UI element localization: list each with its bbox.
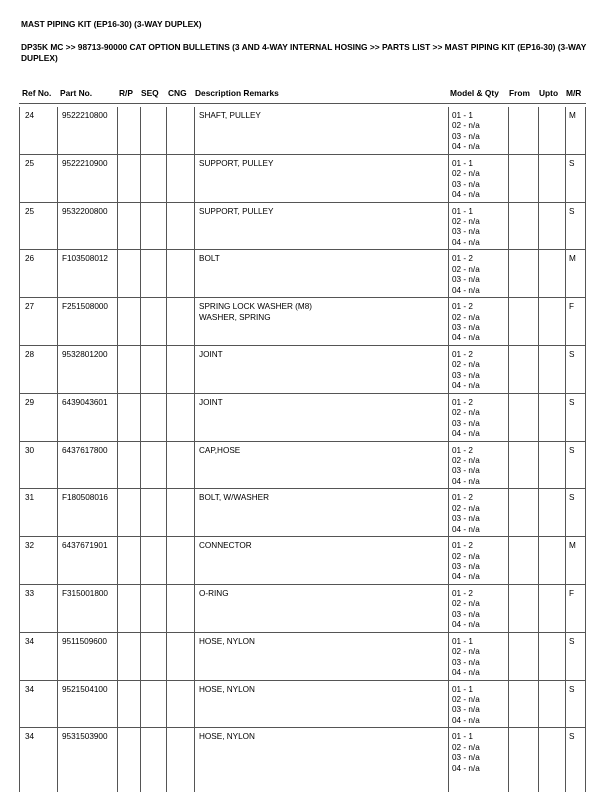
column-header-rp: R/P xyxy=(119,88,133,98)
qty-line: 04 - n/a xyxy=(452,763,480,773)
qty-line: 01 - 2 xyxy=(452,493,473,503)
qty-line: 01 - 2 xyxy=(452,254,473,264)
model-qty-cell xyxy=(452,254,480,296)
part-no-cell: 9522210900 xyxy=(62,158,108,168)
table-row xyxy=(0,298,612,345)
description-cell xyxy=(199,159,273,169)
qty-line: 02 - n/a xyxy=(452,121,480,131)
mr-cell: S xyxy=(569,684,575,694)
qty-line: 04 - n/a xyxy=(452,429,480,438)
qty-line: 03 - n/a xyxy=(452,418,480,428)
qty-line: 04 - n/a xyxy=(452,285,480,295)
qty-line: 04 - n/a xyxy=(452,620,480,630)
column-header-cng: CNG xyxy=(168,88,187,98)
qty-line: 03 - n/a xyxy=(452,466,480,476)
qty-line: 04 - n/a xyxy=(452,524,480,534)
model-qty-cell xyxy=(452,493,480,535)
description-cell xyxy=(199,207,273,217)
ref-no-cell: 31 xyxy=(25,493,35,503)
column-header-seq: SEQ xyxy=(141,88,159,98)
table-row xyxy=(0,537,612,584)
mr-cell: S xyxy=(569,397,575,407)
table-row xyxy=(0,442,612,489)
description-line: SPRING LOCK WASHER (M8) xyxy=(199,302,312,312)
description-line: SHAFT, PULLEY xyxy=(199,111,261,120)
qty-line: 03 - n/a xyxy=(452,753,480,763)
parts-table xyxy=(0,107,612,775)
column-header-description: Description Remarks xyxy=(195,88,279,98)
qty-line: 04 - n/a xyxy=(452,476,480,486)
table-row xyxy=(0,250,612,297)
column-header-ref-no: Ref No. xyxy=(22,88,52,98)
table-row xyxy=(0,346,612,393)
table-row xyxy=(0,633,612,680)
qty-line: 01 - 1 xyxy=(452,206,473,216)
mr-cell: S xyxy=(569,206,575,216)
part-no-cell: F103508012 xyxy=(62,254,108,264)
model-qty-cell xyxy=(452,541,480,583)
description-line: O-RING xyxy=(199,588,229,598)
mr-cell: F xyxy=(569,588,575,598)
table-row xyxy=(0,585,612,632)
description-cell xyxy=(199,111,261,121)
qty-line: 03 - n/a xyxy=(452,705,480,715)
qty-line: 03 - n/a xyxy=(452,227,480,237)
qty-line: 02 - n/a xyxy=(452,217,480,226)
qty-line: 01 - 1 xyxy=(452,111,473,120)
part-no-cell: 9511509600 xyxy=(62,636,107,646)
ref-no-cell: 28 xyxy=(25,349,35,359)
qty-line: 04 - n/a xyxy=(452,667,480,677)
description-line: CAP,HOSE xyxy=(199,445,241,455)
qty-line: 04 - n/a xyxy=(452,381,480,391)
table-row xyxy=(0,203,612,250)
part-no-cell: 6439043601 xyxy=(62,397,108,407)
column-header-mr: M/R xyxy=(566,88,582,98)
qty-line: 01 - 2 xyxy=(452,349,473,359)
part-no-cell: 9531503900 xyxy=(62,732,108,742)
description-cell xyxy=(199,254,220,264)
table-row xyxy=(0,107,612,154)
description-cell xyxy=(199,302,312,323)
column-header-upto: Upto xyxy=(539,88,559,98)
description-cell xyxy=(199,685,255,695)
description-cell xyxy=(199,493,269,503)
qty-line: 03 - n/a xyxy=(452,609,480,619)
qty-line: 04 - n/a xyxy=(452,715,480,725)
qty-line: 02 - n/a xyxy=(452,169,480,179)
qty-line: 02 - n/a xyxy=(452,647,480,657)
qty-line: 03 - n/a xyxy=(452,514,480,524)
ref-no-cell: 24 xyxy=(25,111,35,120)
model-qty-cell xyxy=(452,732,480,774)
qty-line: 04 - n/a xyxy=(452,333,480,343)
part-no-cell: F315001800 xyxy=(62,588,108,598)
description-line: BOLT, W/WASHER xyxy=(199,493,270,503)
description-line: HOSE, NYLON xyxy=(199,684,255,694)
mr-cell: S xyxy=(569,445,575,455)
qty-line: 02 - n/a xyxy=(452,455,480,465)
ref-no-cell: 27 xyxy=(25,302,35,312)
qty-line: 02 - n/a xyxy=(452,599,480,609)
qty-line: 02 - n/a xyxy=(452,551,480,561)
ref-no-cell: 34 xyxy=(25,684,35,694)
description-line: HOSE, NYLON xyxy=(199,732,255,742)
qty-line: 02 - n/a xyxy=(452,408,480,418)
qty-line: 01 - 1 xyxy=(452,158,473,168)
description-line: WASHER, SPRING xyxy=(199,312,271,322)
qty-line: 03 - n/a xyxy=(452,561,480,571)
qty-line: 04 - n/a xyxy=(452,237,480,247)
description-cell xyxy=(199,350,223,360)
qty-line: 03 - n/a xyxy=(452,657,480,667)
table-row xyxy=(0,489,612,536)
description-cell xyxy=(199,637,255,647)
model-qty-cell xyxy=(452,302,480,344)
breadcrumb: DP35K MC >> 98713-90000 CAT OPTION BULLETINS (3 AND 4-WAY INTERNAL HOSING >> PARTS LIST >> MAST PIPING KIT (EP16-30) (3-WAY DUPLEX) xyxy=(21,42,587,63)
ref-no-cell: 30 xyxy=(25,445,35,455)
qty-line: 03 - n/a xyxy=(452,370,480,380)
mr-cell: S xyxy=(569,493,575,503)
ref-no-cell: 29 xyxy=(25,397,35,407)
table-row xyxy=(0,155,612,202)
qty-line: 03 - n/a xyxy=(452,275,480,285)
mr-cell: M xyxy=(569,254,576,264)
part-no-cell: F251508000 xyxy=(62,302,108,312)
table-header xyxy=(0,88,612,100)
model-qty-cell xyxy=(452,398,480,440)
part-no-cell: 9532801200 xyxy=(62,349,108,359)
model-qty-cell xyxy=(452,637,480,679)
description-line: BOLT xyxy=(199,254,220,264)
model-qty-cell xyxy=(452,685,480,727)
qty-line: 04 - n/a xyxy=(452,142,480,152)
qty-line: 02 - n/a xyxy=(452,694,480,704)
column-header-from: From xyxy=(509,88,530,98)
description-line: JOINT xyxy=(199,349,223,359)
qty-line: 04 - n/a xyxy=(452,572,480,582)
ref-no-cell: 34 xyxy=(25,636,35,646)
table-row xyxy=(0,681,612,728)
table-row xyxy=(0,394,612,441)
model-qty-cell xyxy=(452,207,480,249)
qty-line: 01 - 2 xyxy=(452,588,473,598)
qty-line: 03 - n/a xyxy=(452,131,480,141)
page-title: MAST PIPING KIT (EP16-30) (3-WAY DUPLEX) xyxy=(21,19,202,29)
description-line: SUPPORT, PULLEY xyxy=(199,206,274,216)
mr-cell: M xyxy=(569,111,576,120)
description-line: JOINT xyxy=(199,397,223,407)
mr-cell: S xyxy=(569,636,575,646)
part-no-cell: 9522210800 xyxy=(62,111,108,120)
qty-line: 01 - 1 xyxy=(452,732,473,742)
part-no-cell: F180508016 xyxy=(62,493,108,503)
qty-line: 01 - 2 xyxy=(452,302,473,312)
ref-no-cell: 32 xyxy=(25,541,35,551)
qty-line: 02 - n/a xyxy=(452,264,480,274)
part-no-cell: 9521504100 xyxy=(62,684,108,694)
ref-no-cell: 33 xyxy=(25,588,35,598)
description-cell xyxy=(199,446,240,456)
description-cell xyxy=(199,398,223,408)
ref-no-cell: 25 xyxy=(25,206,35,216)
part-no-cell: 9532200800 xyxy=(62,206,108,216)
qty-line: 01 - 2 xyxy=(452,397,473,407)
table-row xyxy=(0,728,612,775)
model-qty-cell xyxy=(452,111,480,153)
description-cell xyxy=(199,589,229,599)
qty-line: 02 - n/a xyxy=(452,503,480,513)
ref-no-cell: 26 xyxy=(25,254,35,264)
description-line: HOSE, NYLON xyxy=(199,636,255,646)
description-line: CONNECTOR xyxy=(199,541,252,551)
mr-cell: S xyxy=(569,158,575,168)
model-qty-cell xyxy=(452,589,480,631)
description-cell xyxy=(199,541,252,551)
model-qty-cell xyxy=(452,446,480,488)
qty-line: 01 - 1 xyxy=(452,636,473,646)
qty-line: 03 - n/a xyxy=(452,179,480,189)
qty-line: 01 - 1 xyxy=(452,684,473,694)
qty-line: 02 - n/a xyxy=(452,360,480,370)
model-qty-cell xyxy=(452,350,480,392)
mr-cell: S xyxy=(569,732,575,742)
qty-line: 01 - 2 xyxy=(452,445,473,455)
qty-line: 02 - n/a xyxy=(452,312,480,322)
mr-cell: S xyxy=(569,349,575,359)
qty-line: 03 - n/a xyxy=(452,323,480,332)
model-qty-cell xyxy=(452,159,480,201)
description-cell xyxy=(199,732,255,742)
qty-line: 01 - 2 xyxy=(452,541,473,551)
ref-no-cell: 34 xyxy=(25,732,35,742)
column-header-part-no: Part No. xyxy=(60,88,93,98)
mr-cell: M xyxy=(569,541,576,551)
mr-cell: F xyxy=(569,302,575,312)
qty-line: 02 - n/a xyxy=(452,742,480,752)
column-header-model-qty: Model & Qty xyxy=(450,88,499,98)
ref-no-cell: 25 xyxy=(25,158,35,168)
part-no-cell: 6437671901 xyxy=(62,541,108,551)
qty-line: 04 - n/a xyxy=(452,190,480,200)
description-line: SUPPORT, PULLEY xyxy=(199,158,274,168)
part-no-cell: 6437617800 xyxy=(62,445,108,455)
header-rule xyxy=(19,103,586,104)
